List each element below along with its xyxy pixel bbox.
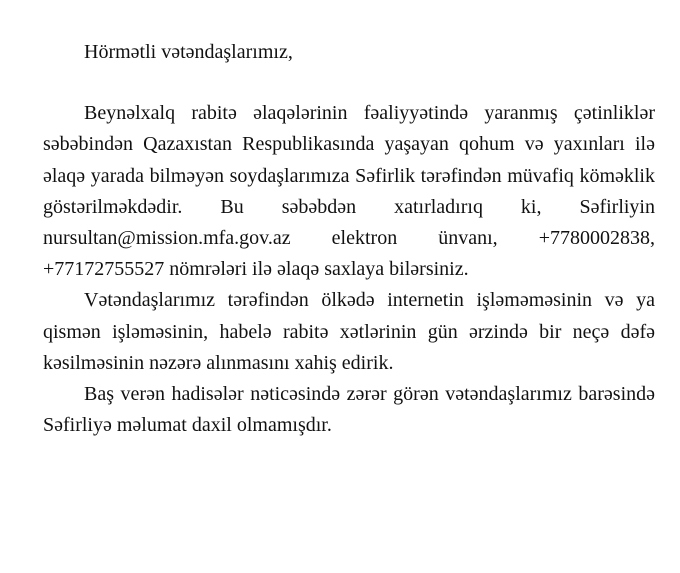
paragraph-contact-info: Beynəlxalq rabitə əlaqələrinin fəaliyyətində yaranmış çətinliklər səbəbindən Qazaxıstan Respublikasında yaşayan qohum və yaxınları ilə əlaqə yarada bilməyən soydaşlarımıza Səfirlik tərəfindən müvafiq köməklik göstərilməkdədir. Bu səbəbdən xatırladırıq ki, Səfirliyin nursultan@mission.mfa.gov.az elektron ünvanı, +7780002838, +77172755527 nömrələri ilə əlaqə saxlaya bilərsiniz.	[43, 102, 655, 281]
salutation: Hörmətli vətəndaşlarımız,	[84, 41, 293, 63]
paragraph-no-victims: Baş verən hadisələr nəticəsində zərər görən vətəndaşlarımız barəsində Səfirliyə məlumat daxil olmamışdır.	[43, 383, 655, 437]
paragraph-internet-notice: Vətəndaşlarımız tərəfindən ölkədə internetin işləməməsinin və ya qismən işləməsinin, habelə rabitə xətlərinin gün ərzində bir neçə dəfə kəsilməsinin nəzərə alınmasını xahiş edirik.	[43, 289, 655, 374]
letter-body	[43, 0, 655, 441]
